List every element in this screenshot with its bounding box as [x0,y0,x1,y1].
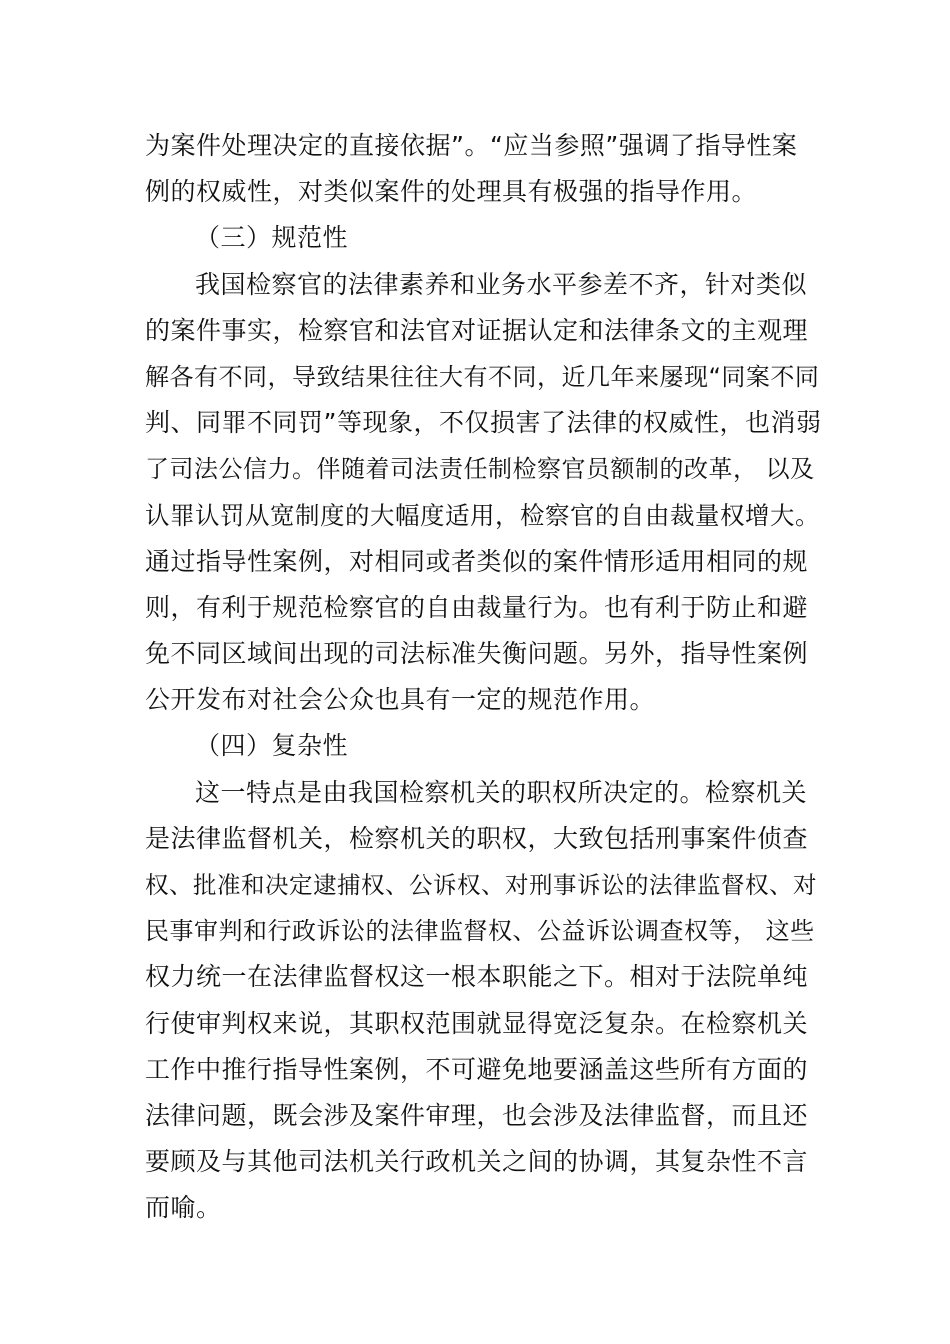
text-line: 通过指导性案例，对相同或者类似的案件情形适用相同的规 [145,546,809,576]
text-line: 认罪认罚从宽制度的大幅度适用，检察官的自由裁量权增大。 [145,500,820,530]
text-line: （三）规范性 [195,223,349,253]
text-line: 例的权威性，对类似案件的处理具有极强的指导作用。 [145,177,758,207]
text-line: 要顾及与其他司法机关行政机关之间的协调，其复杂性不言 [145,1147,809,1177]
text-line: 民事审判和行政诉讼的法律监督权、公益诉讼调查权等， 这些 [145,917,815,946]
text-line: 为案件处理决定的直接依据”。“应当参照”强调了指导性案 [145,131,798,160]
text-line: 法律问题，既会涉及案件审理，也会涉及法律监督，而且还 [145,1100,809,1130]
text-line: 解各有不同，导致结果往往大有不同，近几年来屡现“同案不同 [145,362,820,391]
text-line: 了司法公信力。伴随着司法责任制检察官员额制的改革， 以及 [145,455,815,484]
text-line: 权力统一在法律监督权这一根本职能之下。相对于法院单纯 [145,962,809,992]
text-line: 的案件事实，检察官和法官对证据认定和法律条文的主观理 [145,315,809,345]
text-line: 而喻。 [145,1193,222,1223]
text-line: 这一特点是由我国检察机关的职权所决定的。检察机关 [195,777,808,807]
text-line: 我国检察官的法律素养和业务水平参差不齐，针对类似 [195,269,808,299]
text-line: 则，有利于规范检察官的自由裁量行为。也有利于防止和避 [145,592,809,622]
text-line: 公开发布对社会公众也具有一定的规范作用。 [145,685,656,715]
text-line: 工作中推行指导性案例，不可避免地要涵盖这些所有方面的 [145,1054,809,1084]
document-body [145,123,825,1232]
text-line: 是法律监督机关，检察机关的职权，大致包括刑事案件侦查 [145,823,809,853]
text-line: 判、同罪不同罚”等现象，不仅损害了法律的权威性，也消弱 [145,408,822,438]
text-line: （四）复杂性 [195,731,349,761]
text-line: 权、批准和决定逮捕权、公诉权、对刑事诉讼的法律监督权、对 [145,871,817,899]
text-line: 行使审判权来说，其职权范围就显得宽泛复杂。在检察机关 [145,1008,809,1038]
text-line: 免不同区域间出现的司法标准失衡问题。另外，指导性案例 [145,639,809,669]
